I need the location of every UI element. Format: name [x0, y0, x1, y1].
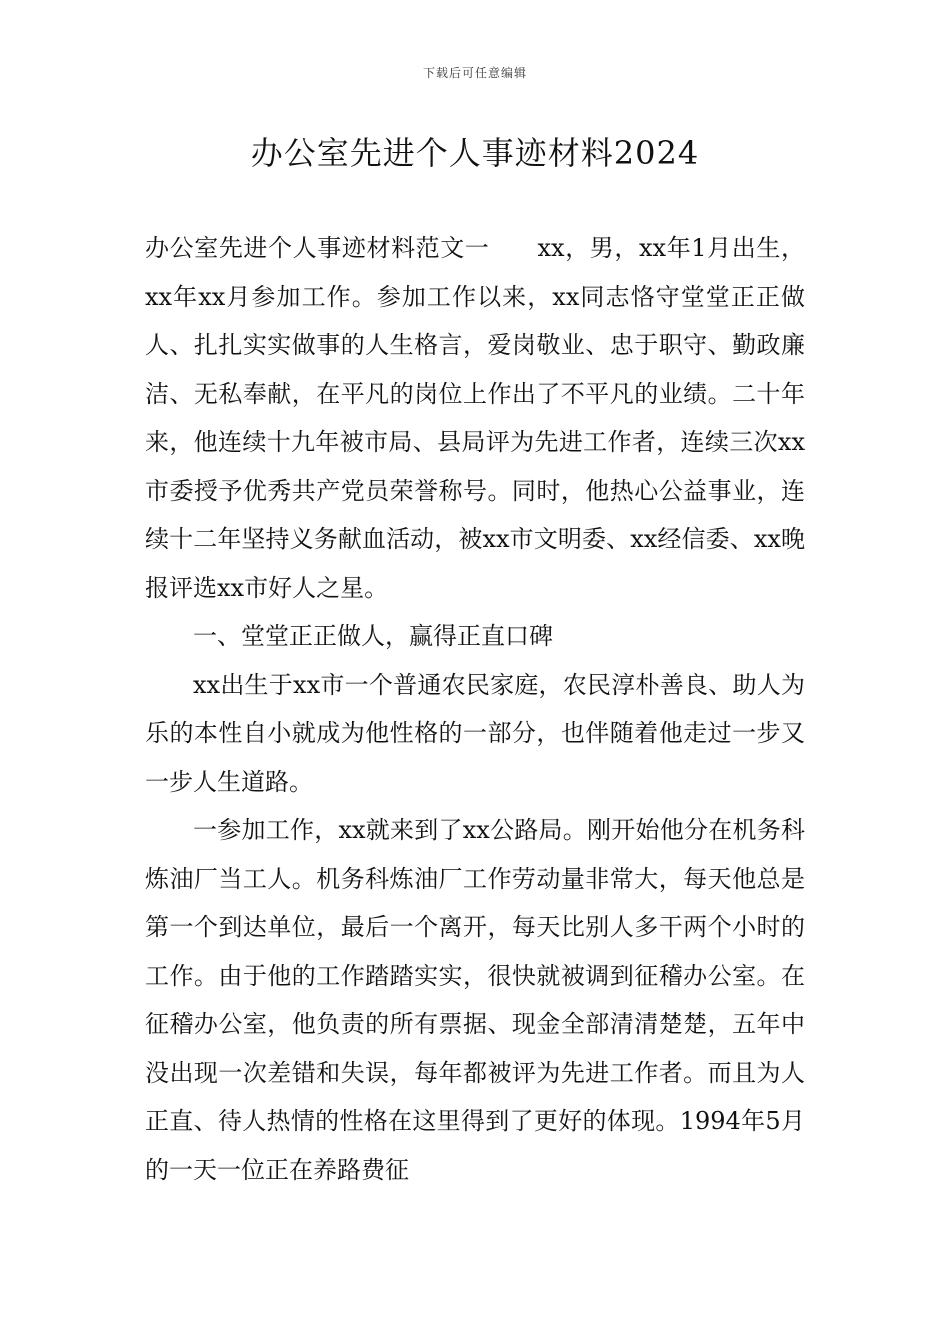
paragraph-career: 一参加工作，xx就来到了xx公路局。刚开始他分在机务科炼油厂当工人。机务科炼油厂工作劳动量非常大，每天他总是第一个到达单位，最后一个离开，每天比别人多干两个小时的工作。由于他的工作踏踏实实，很快就被调到征稽办公室。在征稽办公室，他负责的所有票据、现金全部清清楚楚，五年中没出现一次差错和失误，每年都被评为先进工作者。而且为人正直、待人热情的性格在这里得到了更好的体现。1994年5月的一天一位正在养路费征 [145, 816, 805, 1184]
paragraph-text: xx，男，xx年1月出生，xx年xx月参加工作。参加工作以来，xx同志恪守堂堂正正做人、扎扎实实做事的人生格言，爱岗敬业、忠于职守、勤政廉洁、无私奉献，在平凡的岗位上作出了不平凡的业绩。二十年来，他连续十九年被市局、县局评为先进工作者，连续三次xx市委授予优秀共产党员荣誉称号。同时，他热心公益事业，连续十二年坚持义务献血活动，被xx市文明委、xx经信委、xx晚报评选xx市好人之星。 [145, 234, 805, 602]
paragraph-background: xx出生于xx市一个普通农民家庭，农民淳朴善良、助人为乐的本性自小就成为他性格的一部分，也伴随着他走过一步又一步人生道路。 [145, 670, 805, 796]
paragraph-intro [145, 224, 805, 612]
paragraph-lead: 办公室先进个人事迹材料范文一 [145, 234, 490, 262]
section-heading: 一、堂堂正正做人，赢得正直口碑 [193, 622, 553, 650]
document-title: 办公室先进个人事迹材料2024 [250, 134, 700, 172]
page-header-note: 下载后可任意编辑 [422, 66, 527, 80]
document-body [145, 224, 805, 1194]
